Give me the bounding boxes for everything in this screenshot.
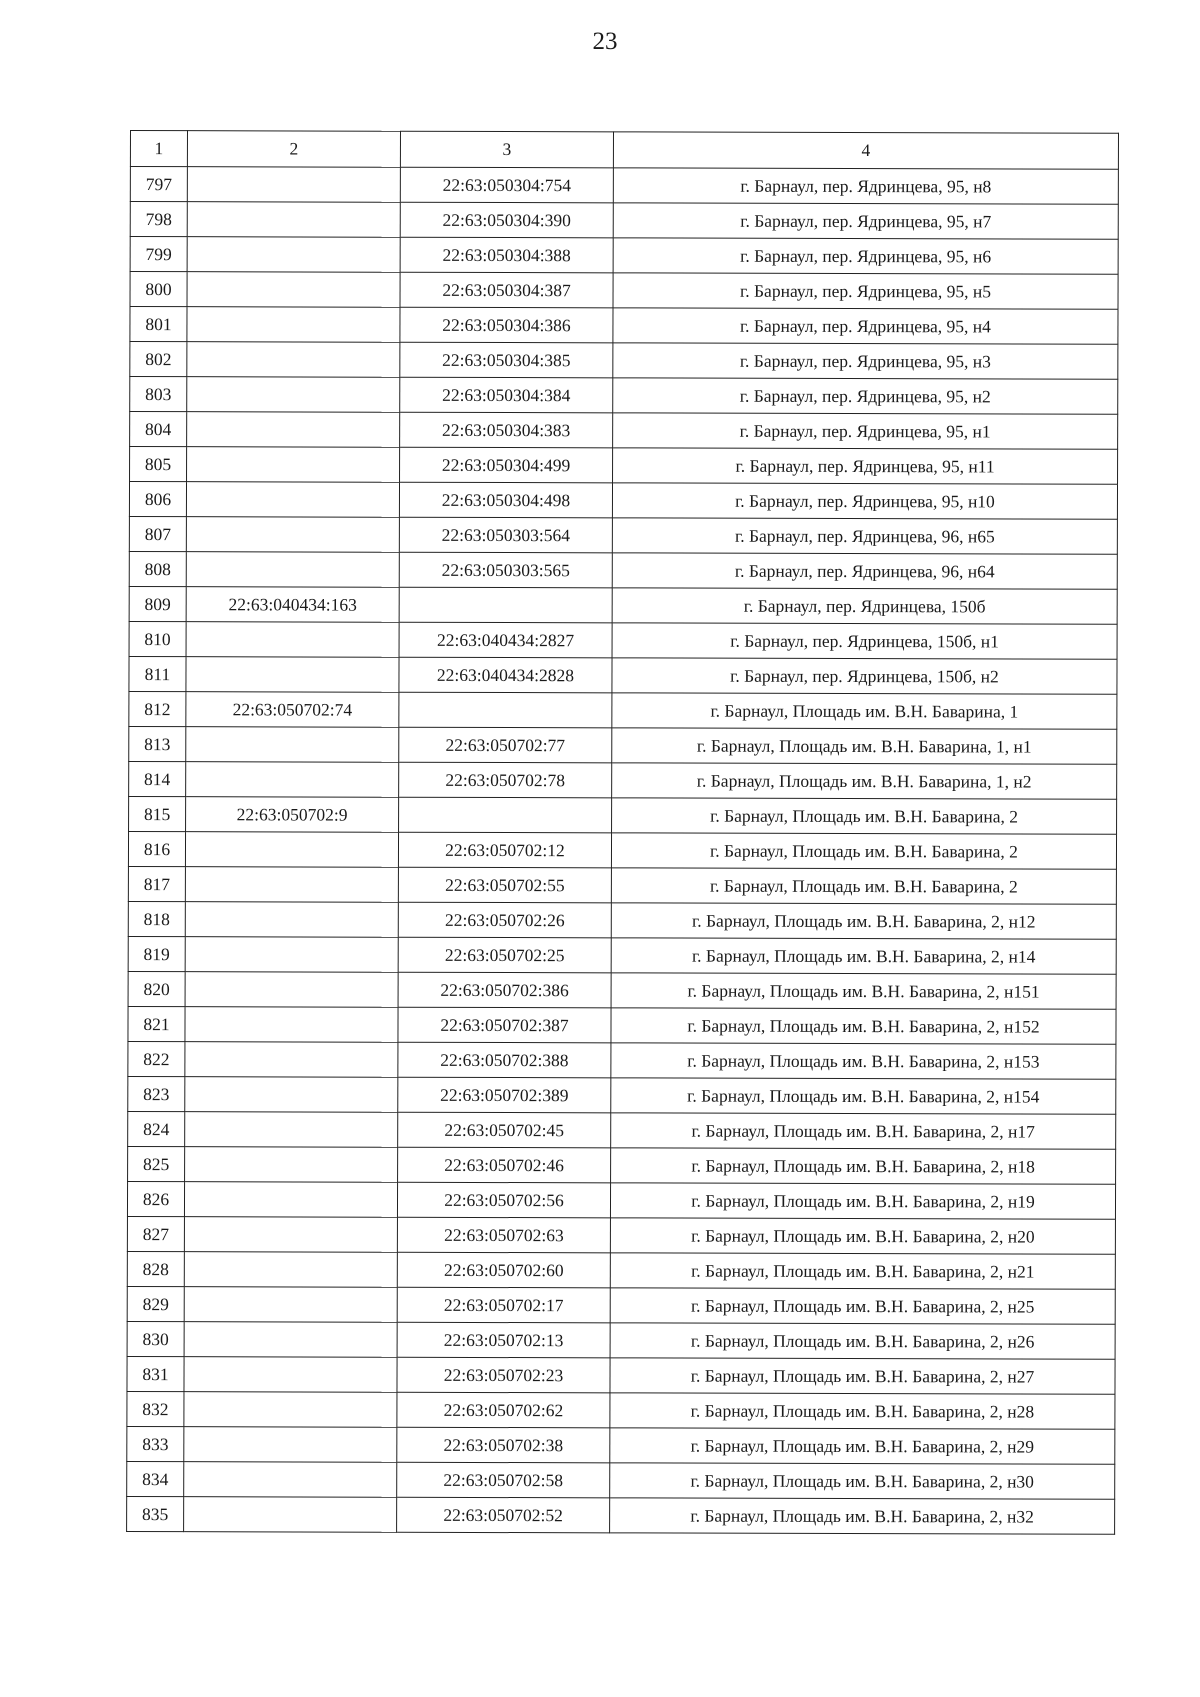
address-cell: г. Барнаул, пер. Ядринцева, 150б, н2 bbox=[612, 658, 1117, 694]
table-row bbox=[130, 167, 1118, 205]
address-cell: г. Барнаул, пер. Ядринцева, 95, н1 bbox=[613, 413, 1118, 449]
parcel-number-cell bbox=[185, 937, 398, 973]
premises-number-cell: 22:63:050304:384 bbox=[400, 377, 613, 413]
address-cell: г. Барнаул, пер. Ядринцева, 150б bbox=[612, 588, 1117, 624]
table-row bbox=[127, 1356, 1115, 1394]
table-row bbox=[130, 202, 1118, 240]
address-cell: г. Барнаул, пер. Ядринцева, 95, н7 bbox=[613, 203, 1118, 239]
parcel-number-cell bbox=[185, 1077, 398, 1113]
row-number-cell: 800 bbox=[130, 272, 187, 307]
table-row bbox=[127, 1321, 1115, 1359]
row-number-cell: 815 bbox=[129, 796, 186, 831]
table-row bbox=[128, 1111, 1116, 1149]
parcel-number-cell bbox=[186, 482, 399, 518]
parcel-number-cell bbox=[184, 1357, 397, 1393]
address-cell: г. Барнаул, пер. Ядринцева, 95, н2 bbox=[613, 378, 1118, 414]
address-cell: г. Барнаул, Площадь им. В.Н. Баварина, 2, н25 bbox=[610, 1288, 1115, 1324]
address-cell: г. Барнаул, пер. Ядринцева, 95, н11 bbox=[613, 448, 1118, 484]
premises-number-cell: 22:63:050702:46 bbox=[398, 1147, 611, 1183]
table-row bbox=[127, 1216, 1115, 1254]
column-header-1: 1 bbox=[130, 131, 187, 167]
table-row bbox=[127, 1286, 1115, 1324]
parcel-number-cell bbox=[184, 1252, 397, 1288]
table-row bbox=[129, 621, 1117, 659]
premises-number-cell: 22:63:050304:390 bbox=[400, 202, 613, 238]
parcel-number-cell bbox=[185, 972, 398, 1008]
row-number-cell: 824 bbox=[128, 1111, 185, 1146]
parcel-number-cell bbox=[184, 1217, 397, 1253]
parcel-number-cell bbox=[184, 1462, 397, 1498]
table-row bbox=[130, 272, 1118, 310]
parcel-number-cell bbox=[187, 342, 400, 378]
table-row bbox=[127, 1461, 1115, 1499]
row-number-cell: 804 bbox=[130, 412, 187, 447]
premises-number-cell: 22:63:050702:58 bbox=[397, 1462, 610, 1498]
row-number-cell: 831 bbox=[127, 1356, 184, 1391]
table-row bbox=[129, 761, 1117, 799]
row-number-cell: 822 bbox=[128, 1041, 185, 1076]
table-row bbox=[130, 342, 1118, 380]
premises-number-cell: 22:63:050702:12 bbox=[398, 832, 611, 868]
parcel-number-cell bbox=[186, 622, 399, 658]
parcel-number-cell bbox=[186, 727, 399, 763]
parcel-number-cell bbox=[186, 552, 399, 588]
address-cell: г. Барнаул, Площадь им. В.Н. Баварина, 2, н18 bbox=[611, 1148, 1116, 1184]
premises-number-cell: 22:63:050702:78 bbox=[399, 762, 612, 798]
parcel-number-cell bbox=[187, 412, 400, 448]
premises-number-cell: 22:63:050303:565 bbox=[399, 552, 612, 588]
table-row bbox=[129, 656, 1117, 694]
page-number: 23 bbox=[592, 28, 618, 55]
address-cell: г. Барнаул, Площадь им. В.Н. Баварина, 2, н26 bbox=[610, 1323, 1115, 1359]
row-number-cell: 806 bbox=[129, 482, 186, 517]
row-number-cell: 825 bbox=[128, 1146, 185, 1181]
row-number-cell: 835 bbox=[127, 1496, 184, 1531]
table-row bbox=[129, 691, 1117, 729]
table-row bbox=[128, 936, 1116, 974]
premises-number-cell bbox=[399, 797, 612, 833]
address-cell: г. Барнаул, Площадь им. В.Н. Баварина, 2, н20 bbox=[610, 1218, 1115, 1254]
address-cell: г. Барнаул, пер. Ядринцева, 95, н10 bbox=[612, 483, 1117, 519]
parcel-number-cell: 22:63:040434:163 bbox=[186, 587, 399, 623]
premises-number-cell: 22:63:050304:385 bbox=[400, 342, 613, 378]
row-number-cell: 834 bbox=[127, 1461, 184, 1496]
premises-number-cell: 22:63:050702:387 bbox=[398, 1007, 611, 1043]
header-row bbox=[130, 131, 1118, 170]
row-number-cell: 830 bbox=[127, 1321, 184, 1356]
row-number-cell: 797 bbox=[130, 167, 187, 202]
table-row bbox=[129, 796, 1117, 834]
parcel-number-cell bbox=[187, 167, 400, 203]
parcel-number-cell bbox=[186, 517, 399, 553]
premises-number-cell: 22:63:040434:2827 bbox=[399, 622, 612, 658]
parcel-number-cell bbox=[184, 1287, 397, 1323]
row-number-cell: 814 bbox=[129, 761, 186, 796]
row-number-cell: 821 bbox=[128, 1006, 185, 1041]
row-number-cell: 827 bbox=[127, 1216, 184, 1251]
column-header-3: 3 bbox=[400, 131, 613, 168]
table-row bbox=[130, 307, 1118, 345]
table-row bbox=[129, 482, 1117, 520]
premises-number-cell: 22:63:050304:754 bbox=[400, 167, 613, 203]
row-number-cell: 829 bbox=[127, 1286, 184, 1321]
address-cell: г. Барнаул, пер. Ядринцева, 95, н3 bbox=[613, 343, 1118, 379]
parcel-number-cell: 22:63:050702:9 bbox=[186, 797, 399, 833]
parcel-number-cell bbox=[184, 1182, 397, 1218]
table-row bbox=[127, 1251, 1115, 1289]
parcel-number-cell bbox=[185, 1147, 398, 1183]
table-row bbox=[128, 866, 1116, 904]
parcel-number-cell bbox=[185, 867, 398, 903]
address-cell: г. Барнаул, Площадь им. В.Н. Баварина, 2 bbox=[611, 868, 1116, 904]
address-cell: г. Барнаул, Площадь им. В.Н. Баварина, 1, н1 bbox=[612, 728, 1117, 764]
parcel-number-cell bbox=[185, 902, 398, 938]
parcel-number-cell bbox=[186, 762, 399, 798]
table-row bbox=[129, 551, 1117, 589]
row-number-cell: 816 bbox=[128, 831, 185, 866]
address-cell: г. Барнаул, пер. Ядринцева, 150б, н1 bbox=[612, 623, 1117, 659]
premises-number-cell: 22:63:050702:45 bbox=[398, 1112, 611, 1148]
premises-number-cell: 22:63:050702:26 bbox=[398, 902, 611, 938]
parcel-number-cell bbox=[184, 1427, 397, 1463]
address-cell: г. Барнаул, Площадь им. В.Н. Баварина, 2, н17 bbox=[611, 1113, 1116, 1149]
table-row bbox=[128, 1006, 1116, 1044]
premises-number-cell: 22:63:050702:386 bbox=[398, 972, 611, 1008]
table-header bbox=[130, 131, 1118, 170]
parcel-number-cell bbox=[186, 657, 399, 693]
premises-number-cell: 22:63:050702:52 bbox=[397, 1497, 610, 1533]
row-number-cell: 819 bbox=[128, 936, 185, 971]
table-row bbox=[127, 1391, 1115, 1429]
row-number-cell: 802 bbox=[130, 342, 187, 377]
table-row bbox=[130, 377, 1118, 415]
row-number-cell: 832 bbox=[127, 1391, 184, 1426]
address-cell: г. Барнаул, Площадь им. В.Н. Баварина, 2, н151 bbox=[611, 973, 1116, 1009]
address-cell: г. Барнаул, Площадь им. В.Н. Баварина, 2, н28 bbox=[610, 1393, 1115, 1429]
address-cell: г. Барнаул, Площадь им. В.Н. Баварина, 2, н21 bbox=[610, 1253, 1115, 1289]
address-cell: г. Барнаул, пер. Ядринцева, 95, н8 bbox=[613, 168, 1118, 204]
premises-number-cell: 22:63:050702:17 bbox=[397, 1287, 610, 1323]
premises-number-cell: 22:63:050702:38 bbox=[397, 1427, 610, 1463]
parcel-number-cell bbox=[184, 1497, 397, 1533]
address-cell: г. Барнаул, Площадь им. В.Н. Баварина, 2 bbox=[611, 833, 1116, 869]
premises-number-cell: 22:63:040434:2828 bbox=[399, 657, 612, 693]
address-cell: г. Барнаул, Площадь им. В.Н. Баварина, 2, н32 bbox=[610, 1498, 1115, 1534]
registry-table bbox=[126, 130, 1119, 1535]
premises-number-cell: 22:63:050304:386 bbox=[400, 307, 613, 343]
row-number-cell: 811 bbox=[129, 656, 186, 691]
parcel-number-cell bbox=[187, 272, 400, 308]
premises-number-cell: 22:63:050702:62 bbox=[397, 1392, 610, 1428]
row-number-cell: 805 bbox=[130, 447, 187, 482]
row-number-cell: 809 bbox=[129, 586, 186, 621]
address-cell: г. Барнаул, Площадь им. В.Н. Баварина, 1, н2 bbox=[612, 763, 1117, 799]
premises-number-cell: 22:63:050304:388 bbox=[400, 237, 613, 273]
address-cell: г. Барнаул, пер. Ядринцева, 96, н64 bbox=[612, 553, 1117, 589]
address-cell: г. Барнаул, пер. Ядринцева, 95, н6 bbox=[613, 238, 1118, 274]
premises-number-cell: 22:63:050304:383 bbox=[400, 412, 613, 448]
address-cell: г. Барнаул, Площадь им. В.Н. Баварина, 2, н27 bbox=[610, 1358, 1115, 1394]
table-row bbox=[128, 901, 1116, 939]
row-number-cell: 833 bbox=[127, 1426, 184, 1461]
row-number-cell: 826 bbox=[127, 1181, 184, 1216]
parcel-number-cell bbox=[184, 1392, 397, 1428]
row-number-cell: 812 bbox=[129, 691, 186, 726]
row-number-cell: 817 bbox=[128, 866, 185, 901]
address-cell: г. Барнаул, Площадь им. В.Н. Баварина, 2, н12 bbox=[611, 903, 1116, 939]
row-number-cell: 803 bbox=[130, 377, 187, 412]
row-number-cell: 813 bbox=[129, 726, 186, 761]
parcel-number-cell bbox=[187, 307, 400, 343]
premises-number-cell: 22:63:050702:13 bbox=[397, 1322, 610, 1358]
premises-number-cell: 22:63:050702:25 bbox=[398, 937, 611, 973]
parcel-number-cell bbox=[185, 1112, 398, 1148]
table-row bbox=[130, 237, 1118, 275]
table-row bbox=[130, 412, 1118, 450]
parcel-number-cell bbox=[185, 832, 398, 868]
address-cell: г. Барнаул, Площадь им. В.Н. Баварина, 2, н153 bbox=[611, 1043, 1116, 1079]
premises-number-cell: 22:63:050702:77 bbox=[399, 727, 612, 763]
address-cell: г. Барнаул, Площадь им. В.Н. Баварина, 2, н154 bbox=[611, 1078, 1116, 1114]
parcel-number-cell bbox=[187, 377, 400, 413]
table-row bbox=[128, 1041, 1116, 1079]
address-cell: г. Барнаул, Площадь им. В.Н. Баварина, 2, н19 bbox=[610, 1183, 1115, 1219]
table-row bbox=[127, 1496, 1115, 1534]
premises-number-cell: 22:63:050702:63 bbox=[397, 1217, 610, 1253]
address-cell: г. Барнаул, Площадь им. В.Н. Баварина, 2, н152 bbox=[611, 1008, 1116, 1044]
parcel-number-cell bbox=[185, 1007, 398, 1043]
premises-number-cell: 22:63:050702:388 bbox=[398, 1042, 611, 1078]
table-row bbox=[127, 1426, 1115, 1464]
table-row bbox=[127, 1181, 1115, 1219]
table-row bbox=[128, 831, 1116, 869]
table-row bbox=[129, 586, 1117, 624]
premises-number-cell: 22:63:050303:564 bbox=[399, 517, 612, 553]
row-number-cell: 820 bbox=[128, 971, 185, 1006]
premises-number-cell: 22:63:050304:499 bbox=[400, 447, 613, 483]
address-cell: г. Барнаул, Площадь им. В.Н. Баварина, 2 bbox=[612, 798, 1117, 834]
parcel-number-cell: 22:63:050702:74 bbox=[186, 692, 399, 728]
table-row bbox=[128, 971, 1116, 1009]
table-body bbox=[127, 167, 1119, 1535]
address-cell: г. Барнаул, Площадь им. В.Н. Баварина, 2, н30 bbox=[610, 1463, 1115, 1499]
table-row bbox=[130, 447, 1118, 485]
row-number-cell: 807 bbox=[129, 516, 186, 551]
row-number-cell: 823 bbox=[128, 1076, 185, 1111]
column-header-4: 4 bbox=[613, 132, 1118, 169]
premises-number-cell: 22:63:050702:23 bbox=[397, 1357, 610, 1393]
parcel-number-cell bbox=[187, 237, 400, 273]
row-number-cell: 801 bbox=[130, 307, 187, 342]
parcel-number-cell bbox=[184, 1322, 397, 1358]
address-cell: г. Барнаул, пер. Ядринцева, 96, н65 bbox=[612, 518, 1117, 554]
table-row bbox=[128, 1146, 1116, 1184]
table-row bbox=[129, 726, 1117, 764]
table-row bbox=[128, 1076, 1116, 1114]
table-row bbox=[129, 516, 1117, 554]
premises-number-cell: 22:63:050304:387 bbox=[400, 272, 613, 308]
parcel-number-cell bbox=[187, 202, 400, 238]
parcel-number-cell bbox=[187, 447, 400, 483]
address-cell: г. Барнаул, пер. Ядринцева, 95, н5 bbox=[613, 273, 1118, 309]
premises-number-cell: 22:63:050702:56 bbox=[397, 1182, 610, 1218]
row-number-cell: 810 bbox=[129, 621, 186, 656]
row-number-cell: 818 bbox=[128, 901, 185, 936]
premises-number-cell bbox=[399, 692, 612, 728]
parcel-number-cell bbox=[185, 1042, 398, 1078]
row-number-cell: 798 bbox=[130, 202, 187, 237]
premises-number-cell: 22:63:050702:55 bbox=[398, 867, 611, 903]
row-number-cell: 808 bbox=[129, 551, 186, 586]
column-header-2: 2 bbox=[187, 131, 400, 168]
row-number-cell: 799 bbox=[130, 237, 187, 272]
address-cell: г. Барнаул, пер. Ядринцева, 95, н4 bbox=[613, 308, 1118, 344]
premises-number-cell bbox=[399, 587, 612, 623]
premises-number-cell: 22:63:050304:498 bbox=[399, 482, 612, 518]
premises-number-cell: 22:63:050702:60 bbox=[397, 1252, 610, 1288]
address-cell: г. Барнаул, Площадь им. В.Н. Баварина, 1 bbox=[612, 693, 1117, 729]
address-cell: г. Барнаул, Площадь им. В.Н. Баварина, 2, н29 bbox=[610, 1428, 1115, 1464]
premises-number-cell: 22:63:050702:389 bbox=[398, 1077, 611, 1113]
address-cell: г. Барнаул, Площадь им. В.Н. Баварина, 2, н14 bbox=[611, 938, 1116, 974]
row-number-cell: 828 bbox=[127, 1251, 184, 1286]
